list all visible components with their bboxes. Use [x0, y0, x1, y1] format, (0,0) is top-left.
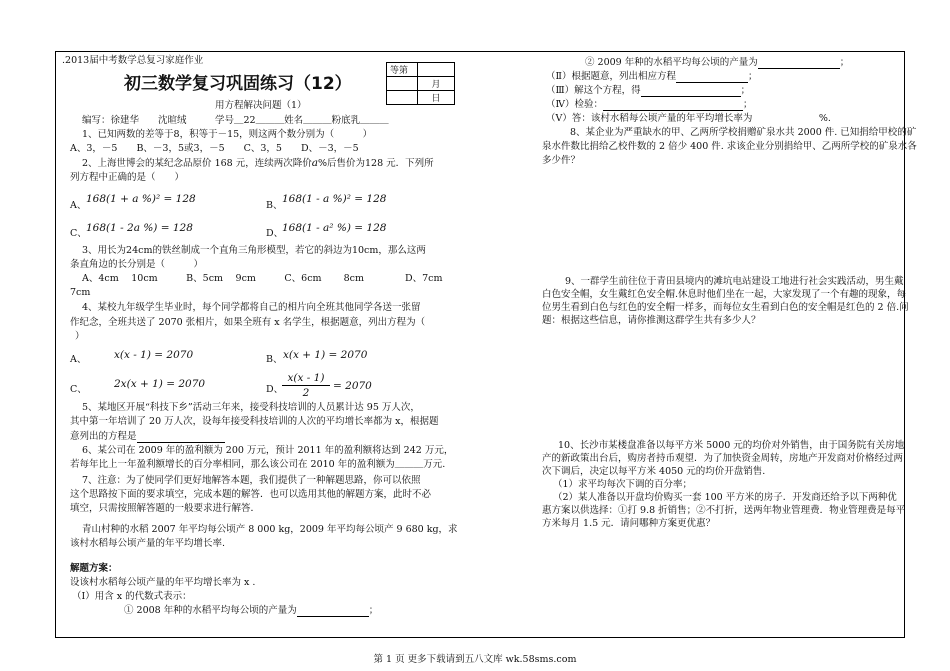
series-label: .2013届中考数学总复习家庭作业: [62, 55, 204, 66]
r2-text: （Ⅱ）根据题意，列出相应方程: [546, 71, 676, 82]
q5-line-b: 其中第一年培训了 20 万人次，设每年接受科技培训的人次的平均增长率都为 x，根据题: [70, 416, 439, 427]
q10-c: 次下调后，决定以每平方米 4050 元的均价开盘销售.: [542, 466, 766, 477]
q7-line-c: 填空，只需按照解答题的一般要求进行解答．: [70, 503, 261, 514]
q2-option-b-label: B、: [266, 200, 283, 211]
q10-g: 方米每月 1.5 元．请问哪种方案更优惠？: [542, 518, 716, 529]
day-label: 日: [418, 91, 455, 105]
q3-options-b: 7cm: [70, 287, 91, 298]
q3-stem-b: 条直角边的长分别是（ ）: [70, 259, 204, 270]
q2-option-d-label: D、: [266, 228, 284, 239]
q4-stem-b: 作纪念，全班共送了 2070 张相片，如果全班有 x 名学生，根据题意，列出方程为（: [70, 317, 426, 328]
q5-answer-blank[interactable]: [137, 432, 225, 443]
q4-option-b-eq: x(x + 1) = 2070: [283, 349, 368, 361]
q7-problem-a: 青山村种的水稻 2007 年平均每公顷产 8 000 kg，2009 年平均每公顷产 9 680 kg，求: [82, 524, 458, 535]
q4-stem-a: 4、某校九年级学生毕业时，每个同学都将自己的相片向全班其他同学各送一张留: [82, 302, 421, 313]
q5-line-c-text: 意列出的方程是: [70, 431, 137, 442]
q7-line-b: 这个思路按下面的要求填空，完成本题的解答．也可以选用其他的解题方案，此时不必: [70, 489, 432, 500]
q10-b: 产的新政策出台后，购房者持币观望．为了加快资金周转，房地产开发商对价格经过两: [542, 453, 904, 464]
q2-stem: [82, 157, 434, 170]
q4-option-a-label: A、: [70, 354, 87, 365]
q1-options: A、3，－5 B、－3，5或3，－5 C、3，5 D、－3，－5: [70, 143, 359, 154]
grade-label: 等第: [387, 63, 418, 77]
q9-c: 位男生看到白色与红色的安全帽一样多，而每位女生看到白色的安全帽是红色的 2 倍.问: [542, 302, 909, 313]
q7-problem-b: 该村水稻每公顷产量的年平均增长率.: [70, 538, 226, 549]
author-line: 编写：徐建华 沈暄绒 学号＿22＿＿＿姓名＿＿＿粉底乳＿＿＿: [82, 115, 389, 126]
q2-option-a-eq: 168(1 + a %)² = 128: [86, 193, 196, 205]
q7-sol-3-text: ① 2008 年种的水稻平均每公顷的产量为: [124, 605, 297, 616]
q2-option-d-eq: 168(1 - a² %) = 128: [282, 222, 387, 234]
q5-line-c: [70, 431, 225, 443]
q8-c: 多少件？: [542, 155, 581, 166]
q1-stem: 1、已知两数的差等于8，积等于－15，则这两个数分别为（ ）: [82, 129, 373, 140]
month-label: 月: [418, 77, 455, 91]
q7-sol-2: （Ⅰ）用含 x 的代数式表示：: [72, 591, 192, 602]
q4-option-d-numerator: x(x - 1): [287, 372, 325, 384]
q6-line-a: 6、某公司在 2009 年的盈利额为 200 万元，预计 2011 年的盈利额将达到 242 万元，: [82, 445, 454, 456]
q9-a: 9、一群学生前往位于青田县境内的滩坑电站建设工地进行社会实践活动，男生戴: [565, 276, 904, 287]
q4-option-d-label: D、: [266, 384, 284, 395]
q2-stem-a: 2、上海世博会的某纪念品原价 168 元，连续两次降价: [82, 158, 312, 169]
q10-e: （2）某人准备以开盘均价购买一套 100 平方米的房子．开发商还给予以下两种优: [553, 492, 897, 503]
q3-options: A、4cm 10cm B、5cm 9cm C、6cm 8cm D、7cm: [82, 273, 443, 284]
q10-f: 惠方案以供选择：①打 9.8 折销售；②不打折，送两年物业管理费．物业管理费是每平: [542, 505, 906, 516]
q2-stem-var: a: [311, 157, 318, 169]
q7-sol-3-blank[interactable]: [297, 606, 369, 617]
q4-stem-c: ）: [75, 331, 85, 342]
q4-option-d-rhs: = 2070: [333, 380, 372, 392]
page-footer: 第 1 页 更多下载请到五八文库 wk.58sms.com: [373, 654, 577, 665]
q4-option-b-label: B、: [266, 354, 283, 365]
page-title: 初三数学复习巩固练习（12）: [124, 74, 352, 94]
q10-a: 10、长沙市某楼盘准备以每平方米 5000 元的均价对外销售，由于国务院有关房地: [558, 440, 905, 451]
r1-text: ② 2009 年种的水稻平均每公顷的产量为: [585, 57, 758, 68]
q7-solution-title: 解题方案：: [70, 563, 118, 574]
r4: （Ⅳ）检验： ；: [546, 99, 753, 110]
q4-option-a-eq: x(x - 1) = 2070: [114, 349, 194, 361]
q2-option-c-eq: 168(1 - 2a %) = 128: [86, 222, 193, 234]
q2-option-a-label: A、: [70, 200, 87, 211]
q2-stem-b: %后售价为128 元．下列所: [317, 158, 434, 169]
q5-line-a: 5、某地区开展“科技下乡”活动三年来，接受科技培训的人员累计达 95 万人次，: [82, 402, 420, 413]
r4-blank[interactable]: [603, 100, 743, 111]
q2-option-b-eq: 168(1 - a %)² = 128: [282, 193, 387, 205]
r2-blank[interactable]: [676, 72, 748, 83]
q7-sol-1: 设该村水稻每公顷产量的年平均增长率为 x .: [70, 577, 256, 588]
q8-a: 8、某企业为严重缺水的甲、乙两所学校捐赠矿泉水共 2000 件. 已知捐给甲校的矿: [570, 127, 917, 138]
q2-stem-c: 列方程中正确的是（ ）: [70, 172, 185, 183]
q9-b: 白色安全帽，女生戴红色安全帽.休息时他们坐在一起，大家发现了一个有趣的现象，每: [542, 289, 907, 300]
grade-date-box: [386, 62, 455, 105]
q7-sol-3: ① 2008 年种的水稻平均每公顷的产量为 ；: [124, 605, 379, 616]
q3-stem-a: 3、用长为24cm的铁丝制成一个直角三角形模型，若它的斜边为10cm，那么这两: [82, 245, 426, 256]
q10-d: （1）求平均每次下调的百分率；: [553, 479, 693, 490]
q4-option-d-denominator: 2: [302, 387, 310, 399]
r1-blank[interactable]: [758, 58, 840, 69]
q4-option-c-eq: 2x(x + 1) = 2070: [114, 378, 206, 390]
r5: （Ⅴ）答：该村水稻每公顷产量的年平均增长率为 %.: [546, 113, 831, 124]
r3-text: （Ⅲ）解这个方程，得: [546, 85, 641, 96]
q4-option-d-fraction: [282, 372, 330, 399]
r3-blank[interactable]: [641, 86, 741, 97]
r3: （Ⅲ）解这个方程，得 ；: [546, 85, 751, 96]
r1: ② 2009 年种的水稻平均每公顷的产量为 ；: [585, 57, 850, 68]
q9-d: 题：根据这些信息，请你推测这群学生共有多少人？: [542, 315, 761, 326]
page-subtitle: 用方程解决问题（1）: [215, 100, 307, 111]
r4-text: （Ⅳ）检验：: [546, 99, 603, 110]
q7-line-a: 7、注意：为了使同学们更好地解答本题，我们提供了一种解题思路，你可以依照: [82, 475, 421, 486]
r2: （Ⅱ）根据题意，列出相应方程 ；: [546, 71, 758, 82]
q8-b: 泉水件数比捐给乙校件数的 2 倍少 400 件. 求该企业分别捐给甲、乙两所学校的矿泉水各: [542, 141, 917, 152]
q2-option-c-label: C、: [70, 228, 87, 239]
q4-option-c-label: C、: [70, 384, 87, 395]
q6-line-b: 若每年比上一年盈利额增长的百分率相同，那么该公司在 2010 年的盈利额为＿＿＿万元.: [70, 459, 446, 470]
